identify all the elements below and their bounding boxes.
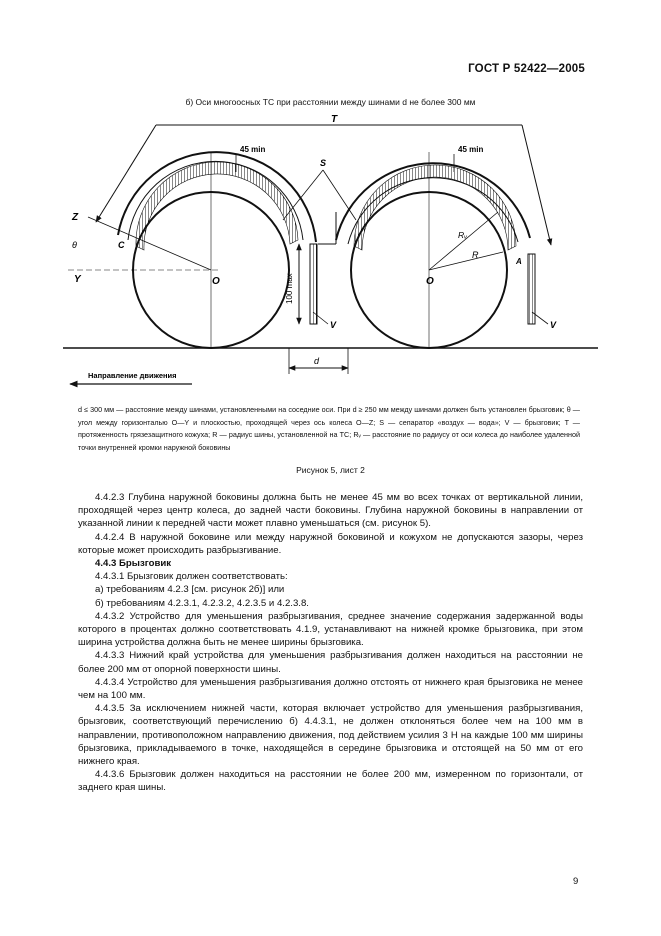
paragraph-4-4-2-4: 4.4.2.4 В наружной боковине или между наружной боковиной и кожухом не допускаются зазоры, через которые может происходить разбрызгивание. xyxy=(78,531,583,556)
paragraph-4-4-2-3: 4.4.2.3 Глубина наружной боковины должна быть не менее 45 мм во всех точках от вертикальной линии, проходящей через центр колеса, до задней части боковины. Глубина наружной боковины в направлении от указанной линии к передней части может плавно уменьшаться (см. рисунок 5). xyxy=(78,492,583,530)
heading-4-4-3: 4.4.3 Брызговик xyxy=(95,558,172,570)
label-S: S xyxy=(320,158,327,168)
legend-text: d ≤ 300 мм — расстояние между шинами, установленными на соседние оси. При d ≥ 250 мм между шинами должен быть установлен брызговик; θ — угол между горизонталью O—Y и плоскостью, проходящей через ось колеса O—Z; S — сепаратор «воздух — вода»; V — брызговик; T — протяженность грязезащитного кожуха; R — радиус шины, установленной на ТС; Rᵥ — расстояние по радиусу от оси колеса до наиболее удаленной точки внутренней кромки наружной боковины xyxy=(78,405,580,452)
label-Y: Y xyxy=(74,274,81,285)
figure-caption: Рисунок 5, лист 2 xyxy=(296,465,365,475)
label-100max: 100 max xyxy=(285,273,294,304)
label-T: T xyxy=(331,114,338,125)
figure-subtitle: б) Оси многоосных ТС при расстоянии между шинами d не более 300 мм xyxy=(185,97,476,107)
page-header-title: ГОСТ Р 52422—2005 xyxy=(468,63,585,75)
direction-label: Направление движения xyxy=(88,371,177,380)
label-Rv: Rᵥ xyxy=(458,230,468,240)
label-45min-right: 45 min xyxy=(458,145,484,154)
label-V-right: V xyxy=(550,320,557,330)
label-C: C xyxy=(118,240,125,250)
figure-legend xyxy=(78,404,580,454)
label-d: d xyxy=(314,356,320,366)
label-theta: θ xyxy=(72,240,77,250)
label-O-left: O xyxy=(212,276,220,287)
tire-splash-diagram xyxy=(58,112,618,397)
left-splash-band xyxy=(136,162,298,250)
paragraph-4-4-3-4: 4.4.3.4 Устройство для уменьшения разбрызгивания должно отстоять от нижнего края брызговика не менее чем на 100 мм. xyxy=(78,676,583,702)
page-number: 9 xyxy=(573,876,579,887)
body-text xyxy=(78,491,583,795)
label-R: R xyxy=(472,250,479,260)
label-V-left: V xyxy=(330,320,337,330)
list-item-b: б) требованиям 4.2.3.1, 4.2.3.2, 4.2.3.5 и 4.2.3.8. xyxy=(95,597,309,609)
tire-splash-figure xyxy=(58,112,618,402)
label-O-right: O xyxy=(426,276,434,287)
paragraph-4-4-3-1: 4.4.3.1 Брызговик должен соответствовать: xyxy=(95,571,288,583)
paragraph-4-4-3-3: 4.4.3.3 Нижний край устройства для уменьшения разбрызгивания должен находиться на расстоянии не более 200 мм от опорной поверхности шины. xyxy=(78,650,583,675)
label-A: A xyxy=(516,257,522,266)
label-Z: Z xyxy=(72,212,79,223)
label-45min-left: 45 min xyxy=(240,145,266,154)
list-item-a: а) требованиям 4.2.3 [см. рисунок 2б)] или xyxy=(95,584,285,596)
paragraph-4-4-3-2: 4.4.3.2 Устройство для уменьшения разбрызгивания, среднее значение содержания задержанной воды которого в процентах должно соответствовать 4.1.9, устанавливают на нижней кромке брызговика, при этом ширина устройства должна быть не менее ширины брызговика. xyxy=(78,610,583,649)
paragraph-4-4-3-5: 4.4.3.5 За исключением нижней части, которая включает устройство для уменьшения разбрызгивания, брызговик, соответствующий перечислению б) 4.4.3.1, не должен отклоняться более чем на 100 мм в направлении, противоположном направлению движения, под действием усилия 3 Н на каждые 100 мм ширины брызговика, прикладываемого в точке, находящейся в середине брызговика и отстоящей на 50 мм от его нижнего края. xyxy=(78,703,583,768)
paragraph-4-4-3-6: 4.4.3.6 Брызговик должен находиться на расстоянии не более 200 мм, измеренном по горизонтали, от заднего края шины. xyxy=(78,769,583,794)
